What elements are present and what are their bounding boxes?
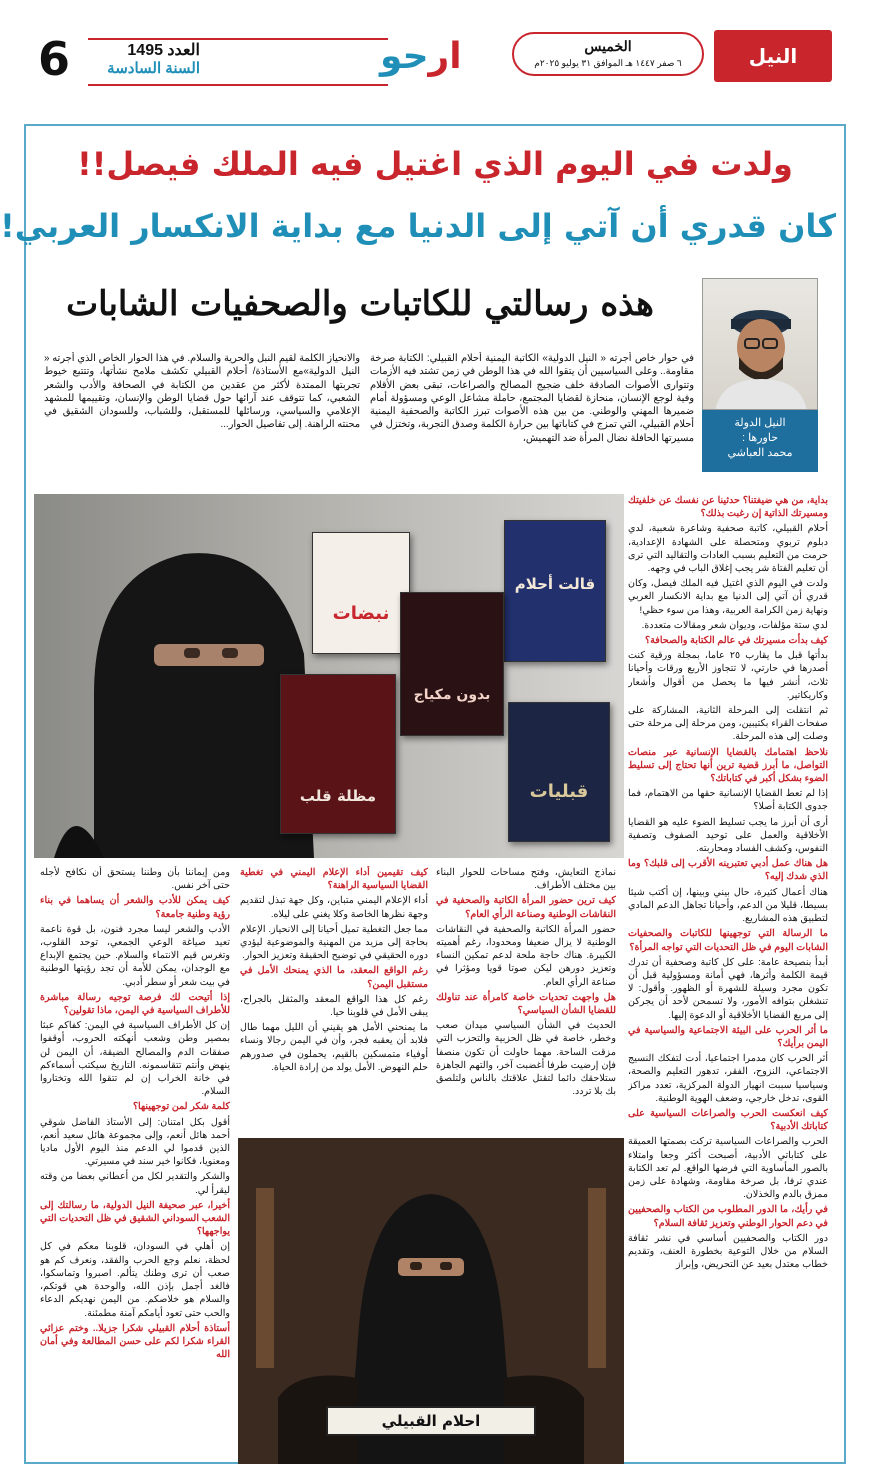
interview-answer: الأدب والشعر ليسا مجرد فنون، بل قوة ناعمة تعيد صياغة الوعي الجمعي، توحد القلوب، وتغرس قيم الانتماء والسلام. حين يجتمع الإبداع مع الوجدان، يمكن للأمة أن تجد رؤيتها الوطنية في بيت شعر أو سطر أدبي. [40, 923, 230, 988]
interview-answer: إن أهلي في السودان، قلوبنا معكم في كل لحظة، نعلم وجع الحرب والفقد، ونعرف كم هو صعب أن ترى وطنك يتألم. اصبروا وتماسكوا، فالغد أجمل بإذن الله، والوحدة هي قوتكم، والسلام هو خلاصكم. من اليمن نهديكم الدعاء والحب حتى تعود أيامكم آمنة مطمئنة. [40, 1241, 230, 1319]
interview-question: هل هناك عمل أدبي تعتبرينه الأقرب إلى قلبك؟ وما الذي شدك إليه؟ [628, 858, 828, 883]
interview-question: ما أثر الحرب على البيئة الاجتماعية والسياسية في اليمن برأيك؟ [628, 1024, 828, 1049]
interview-question: رغم الواقع المعقد، ما الذي يمنحك الأمل في مستقبل اليمن؟ [240, 965, 428, 990]
interview-answer: لدي ستة مؤلفات، وديوان شعر ومقالات متعددة. [641, 619, 828, 631]
interview-answer: أبدأ بنصيحة عامة: على كل كاتبة وصحفية أن تدرك قيمة الكلمة وأثرها، فهي أمانة ومسؤولية قبل أن تكون مجرد وسيلة للشهرة أو الظهور. وأقول: لا تنشغلن بتوافه الأمور، ولا تسمحن لأحد أن يجركن إلى مربع القضايا الأخلاقية أو الدعوة إليها. [628, 956, 828, 1021]
book-cover-qabaliyat [508, 702, 610, 842]
interview-question: كيف انعكست الحرب والصراعات السياسية على كتاباتك الأدبية؟ [628, 1107, 828, 1133]
interview-answer: أحلام القبيلي، كاتبة صحفية وشاعرة شعبية، لدي دبلوم تربوي ومتحصلة على الشهادة الإعدادية، حرمت من التعليم بسبب العادات والتقاليد التي ترى أن تعليم الفتاة شر يجب إغلاق الباب في وجهه. [628, 523, 828, 575]
interview-answer: دور الكتاب والصحفيين أساسي في نشر ثقافة السلام من خلال التوعية بخطورة العنف، وتقديم خطاب معتدل بعيد عن التحريض، وإبراز [628, 1232, 828, 1271]
interview-answer: ومن إيماننا بأن وطننا يستحق أن نكافح لأجله حتى آخر نفس. [40, 867, 230, 892]
interview-question: إذا أتيحت لك فرصة توجيه رسالة مباشرة للأطراف السياسية في اليمن، ماذا تقولين؟ [40, 991, 230, 1017]
issue-year: السنة السادسة [107, 60, 200, 77]
book-title: مظلة قلب [299, 787, 377, 805]
interview-answer: والشكر والتقدير لكل من أعطاني بعضا من وقته ليقرأ لي. [40, 1171, 230, 1196]
author-portrait-image [702, 279, 817, 410]
interview-answer: رغم كل هذا الواقع المعقد والمثقل بالجراح، يبقى الأمل في قلوبنا حيا. [240, 993, 428, 1019]
byline-role: حاورها : [741, 432, 779, 444]
interview-question: نلاحظ اهتمامك بالقضايا الإنسانية عبر منصات التواصل، ما أبرز قضية ترين أنها تحتاج إلى تسليط الضوء بشكل أكبر في كتاباتك؟ [628, 746, 828, 785]
issue-info [90, 42, 200, 78]
intro-text-right: في حوار خاص أجرته « النيل الدولية» الكاتبة اليمنية أحلام القبيلي: الكتابة صرخة مقاومة.. وعلى السياسيين أن يتقوا الله في هذا الوطن في زمن تشتد فيه الأزمات وتتوارى الأصوات الصادقة خلف ضجيج المصالح والصراعات، تبقى بعض الأقلام وفية لوجع الإنسان، منحازة لقضايا المجتمع، حاملة مشاعل الوعي ومسؤولة أمام ضميرها المهني والوطني. من بين هذه الأصوات تبرز الكاتبة والصحفية اليمنية أحلام القبيلي، التي تمزج في كتاباتها بين حرارة الكلمة وصدق التجربة، وتختزل في مسيرتها الحافلة نضال المرأة ضد التهميش، [370, 353, 694, 444]
interview-answer: ما يمنحني الأمل هو يقيني أن الليل مهما طال فلابد أن يعقبه فجر، وأن في اليمن رجالا ونساء أوفياء متمسكين بالقيم، يحملون في صدورهم حلم النهوض. الأمل يولد من إرادة الحياة. [240, 1022, 428, 1073]
interview-answer: حضور المرأة الكاتبة والصحفية في النقاشات الوطنية لا يزال ضعيفا ومحدودا، رغم أهميته الكبيرة. هناك حاجة ملحة لدعم تمكين النساء وتعزيز دورهن ليكن صوتا قويا ومؤثرا في صناعة الرأي العام. [436, 923, 616, 988]
date-full: ٦ صفر ١٤٤٧ هـ الموافق ٣١ يوليو ٢٠٢٥م [534, 58, 682, 68]
interview-answer: إذا لم تعط القضايا الإنسانية حقها من الاهتمام، فما جدوى الكتابة أصلا؟ [628, 788, 828, 813]
section-label-dark: حو [380, 36, 429, 77]
main-photo [34, 494, 624, 858]
masthead [0, 0, 870, 120]
interview-answer: أثر الحرب كان مدمرا اجتماعيا، أدت لتفكك النسيج الاجتماعي، النزوح، الفقر، تدهور التعليم والصحة، وسياسيا سببت انهيار الدولة المركزية، تعدد مراكز القوى، تدخل خارجي، وضعف الهوية الوطنية. [628, 1053, 828, 1104]
section-label-red: ار [428, 36, 462, 77]
interview-question: ما الرسالة التي توجهينها للكاتبات والصحفيات الشابات اليوم في ظل التحديات التي تواجه المرأة؟ [628, 928, 828, 953]
book-cover-qalat-ahlam [504, 520, 606, 662]
interview-question: كيف بدأت مسيرتك في عالم الكتابة والصحافة؟ [645, 635, 828, 647]
column-center-left [240, 866, 428, 1138]
masthead-rule-top [88, 38, 388, 40]
interview-question: كيف يمكن للأدب والشعر أن يساهما في بناء رؤية وطنية جامعة؟ [40, 895, 230, 920]
headline-tertiary: هذه رسالتي للكاتبات والصحفيات الشابات [66, 284, 654, 324]
masthead-rule-bottom [88, 84, 388, 86]
interview-question: كيف ترين حضور المرأة الكاتبة والصحفية في النقاشات الوطنية وصناعة الرأي العام؟ [436, 895, 616, 920]
interview-answer: ولدت في اليوم الذي اغتيل فيه الملك فيصل، وكان قدري أن آتي إلى الدنيا مع بداية الانكسار العربي ونهاية زمن الكرامة العربية، وهذا من سوء حظي! [628, 578, 828, 616]
column-left [40, 866, 230, 1460]
closing-note: أستاذة أحلام القبيلي شكرا جزيلا.. وختم عزائي القراء شكرا لكم على حسن المطالعة وفي أمان الله [40, 1322, 230, 1361]
interview-answer: مما جعل التغطية تميل أحيانا إلى الانحياز. الإعلام بحاجة إلى مزيد من المهنية والموضوعية ليؤدي دوره الحقيقي في توضيح الحقيقة وتعزيز الحوار. [240, 923, 428, 962]
interview-answer: الحرب والصراعات السياسية تركت بصمتها العميقة على كتاباتي الأدبية، أصبحت أكثر وجعا وامتلاء بالصور المأساوية التي فرضها الواقع. لم تعد الكتابة عندي ترفا، بل صرخة مقاومة، وشهادة على زمن ممزق بالدم والخذلان. [628, 1136, 828, 1201]
interview-photo [238, 1138, 624, 1464]
interview-answer: أقول بكل امتنان: إلى الأستاذ الفاضل شوقي أحمد هائل أنعم، وإلى مجموعة هائل سعيد أنعم، الذين قدموا لي الدعم منذ اليوم الأول ماديا ومعنويا، فكانوا خير سند في مسيرتي. [40, 1116, 230, 1168]
headline-primary: ولدت في اليوم الذي اغتيل فيه الملك فيصل!! [77, 145, 793, 183]
byline-author: محمد العباشي [727, 447, 793, 459]
nameplate: احلام القبيلي [326, 1406, 536, 1436]
issue-number: العدد 1495 [127, 42, 200, 59]
interview-answer: إن كل الأطراف السياسية في اليمن: كفاكم عبثا بمصير وطن وشعب أنهكته الحروب، أوقفوا صفقات الدم والمصالح الضيقة، أن اليمن لن ينهض وأنتم تتقاسمونه. التاريخ سيكتب أسماءكم في خانة الخراب إن لم تتقوا الله وتختاروا السلام. [40, 1020, 230, 1098]
book-title: قبليات [529, 781, 589, 802]
book-title: قالت أحلام [514, 575, 596, 593]
interview-answer: نماذج التعايش، وفتح مساحات للحوار البناء بين مختلف الأطراف. [436, 867, 616, 892]
column-right [628, 494, 828, 1460]
section-label [380, 36, 462, 77]
byline-box [702, 410, 818, 472]
book-cover-nabadat [312, 532, 410, 654]
page-number: 6 [38, 32, 71, 86]
headline-secondary: كان قدري أن آتي إلى الدنيا مع بداية الانكسار العربي! [0, 207, 836, 245]
newspaper-logo: النيل الدولية [714, 30, 832, 82]
interview-question: بداية، من هي ضيفتنا؟ حدثينا عن نفسك عن خلفيتك ومسيرتك الذاتية إن رغبت بذلك؟ [628, 495, 828, 520]
author-portrait [702, 278, 818, 410]
interview-question: هل واجهت تحديات خاصة كامرأة عند تناولك للقضايا الشأن السياسي؟ [436, 991, 616, 1017]
interview-question: أخيرا، عبر صحيفة النيل الدولية، ما رسالتك إلى الشعب السوداني الشقيق في ظل التحديات التي يواجهها؟ [40, 1199, 230, 1238]
book-title: بدون مكياج [413, 687, 491, 703]
interview-answer: الحديث في الشأن السياسي ميدان صعب وخطر، خاصة في ظل الحزبية والتحزب التي مزقت الساحة. مهما حاولت أن تكون منصفا فإن إرضيت طرفا أغضبت آخر، والتهم الجاهزة ستلاحقك دائما لتقتل علاقتك بالناس ولتلصق بك بلا تردد. [436, 1020, 616, 1098]
interview-answer: ثم انتقلت إلى المرحلة الثانية، المشاركة على صفحات القراء بكتيبين، ومن مرحلة إلى مرحلة حتى وصلت إلى هذه المرحلة. [628, 705, 828, 743]
interview-question: كلمة شكر لمن توجهينها؟ [132, 1101, 230, 1113]
interview-question: في رأيك، ما الدور المطلوب من الكتاب والصحفيين في دعم الحوار الوطني وتعزيز ثقافة السلام؟ [628, 1204, 828, 1229]
date-box [512, 32, 704, 76]
interview-answer: بدأتها قبل ما يقارب ٢٥ عاما، بمجلة ورقية كنت أصدرها في حارتي، لا تتجاوز الأربع ورقات وأحيانا ثلاث، أنشر فيها ما يحصل من أقوال وأشعار وكاريكاتير. [628, 650, 828, 701]
date-day: الخميس [584, 38, 632, 54]
byline-outlet: النيل الدولة [734, 417, 786, 429]
interview-answer: أرى أن أبرز ما يجب تسليط الضوء عليه هو القضايا الأخلاقية والعمل على توحيد الصفوف وتصفية النفوس، وكشف الفساد ومحاربته. [628, 816, 828, 855]
book-cover-bidun-mikyaj [400, 592, 504, 736]
book-title: نبضات [332, 603, 390, 624]
book-cover-mizallat-qalb [280, 674, 396, 834]
interview-answer: هناك أعمال كثيرة، حال بيني وبينها، إن أكتب شيئا بسيطا، قليلا من الدعم، وأحيانا تجاهل الدعم المادي لتطبيق هذه المشاريع. [628, 886, 828, 925]
interview-answer: أداء الإعلام اليمني متباين، وكل جهة تبذل لتقديم وجهة نظرها الخاصة وكلا يغني على ليلاه. [240, 895, 428, 920]
intro-text-left: والانحياز الكلمة لقيم النبل والحرية والسلام. في هذا الحوار الخاص الذي أجرته « النيل الدولية»مع الأستاذة/ أحلام القبيلي تكشف ملامح نشأتها، وتتتبع خيوط تجربتها الممتدة لأكثر من عقدين من الكتابة في الصحافة والأدب والشعر الشعبي، كما تتوقف عند آرائها حول قضايا الوطن والإنسان، وتقييمها للمشهد الإعلامي والسياسي، ورسائلها للمستقبل، وللشباب، وللسودان الشقيق في محنته الراهنة. إلى تفاصيل الحوار... [44, 353, 360, 431]
interview-question: كيف تقيمين أداء الإعلام اليمني في تغطية القضايا السياسية الراهنة؟ [240, 867, 428, 892]
